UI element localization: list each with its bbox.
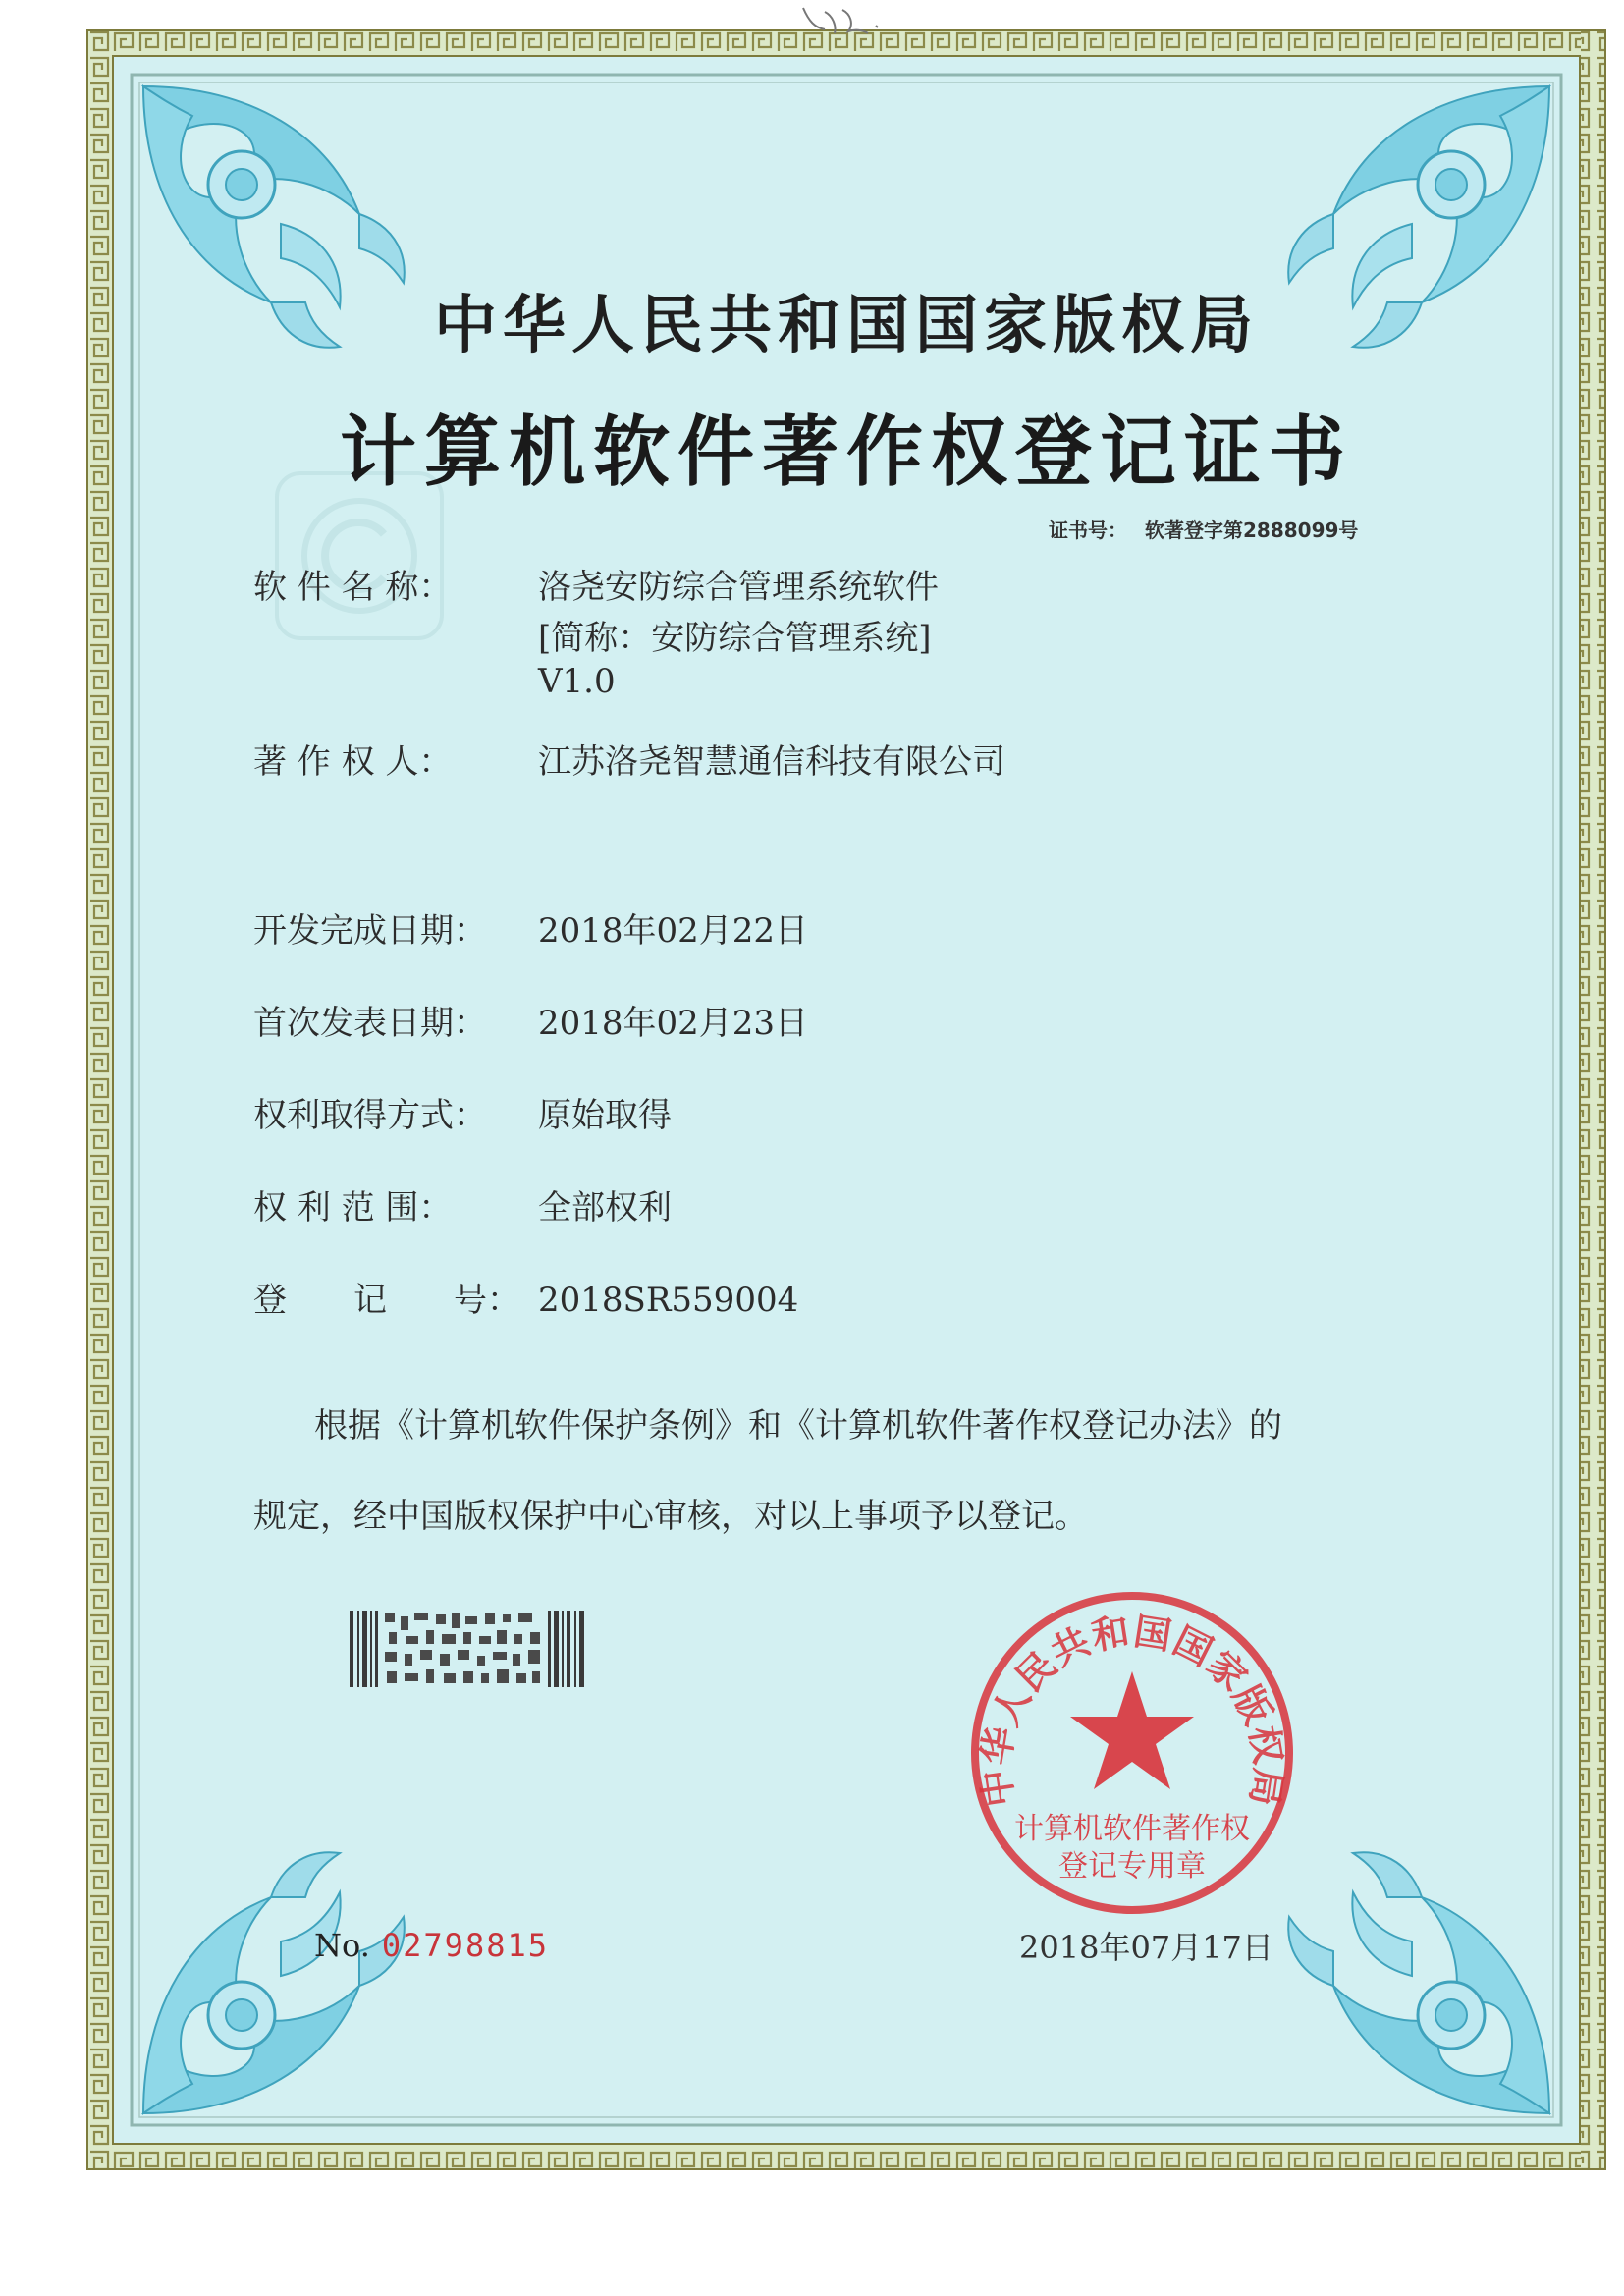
barcode-icon [350,1611,585,1687]
serial-number-label: No. [314,1927,370,1964]
official-seal [960,1581,1304,1925]
seal-ring-text: 中华人民共和国国家版权局 [973,1609,1291,1810]
scope-row [253,1180,672,1229]
software-name-value: 洛尧安防综合管理系统软件 [538,568,939,607]
scope-value: 全部权利 [538,1188,672,1228]
issuing-authority: 中华人民共和国国家版权局 [434,289,1259,362]
registration-label: 登 记 号： [253,1281,520,1320]
completion-date-row [253,903,808,952]
certificate-number-label: 证书号： [1049,519,1127,542]
certificate-title: 计算机软件著作权登记证书 [339,408,1353,497]
registration-value: 2018SR559004 [538,1281,799,1320]
statement-line-1: 根据《计算机软件保护条例》和《计算机软件著作权登记办法》的 [314,1406,1282,1446]
owner-label: 著 作 权 人： [253,742,453,782]
acquisition-row [253,1088,672,1136]
acquisition-label: 权利取得方式： [253,1096,487,1135]
software-name-row [253,560,939,608]
serial-number [314,1927,549,1964]
short-name: [简称：安防综合管理系统] [538,619,932,658]
handwritten-mark-icon [785,0,923,39]
version: V1.0 [538,662,616,701]
statement-line-2: 规定，经中国版权保护中心审核，对以上事项予以登记。 [253,1497,1088,1536]
certificate-number [1049,515,1358,543]
owner-row [253,735,1005,783]
acquisition-value: 原始取得 [538,1096,672,1135]
seal-inner-line-2: 登记专用章 [1058,1849,1206,1884]
publish-date-label: 首次发表日期： [253,1004,487,1043]
software-name-label: 软 件 名 称： [253,568,453,607]
certificate-number-value: 软著登字第2888099号 [1145,519,1359,542]
seal-inner-line-1: 计算机软件著作权 [1014,1812,1250,1846]
seal-star-icon [1070,1671,1194,1789]
registration-row [253,1273,798,1321]
publish-date-value: 2018年02月23日 [538,1004,809,1043]
completion-date-label: 开发完成日期： [253,911,487,951]
completion-date-value: 2018年02月22日 [538,911,809,951]
serial-number-value: 02798815 [381,1927,549,1964]
certificate [86,29,1606,2170]
owner-value: 江苏洛尧智慧通信科技有限公司 [538,742,1005,782]
scope-label: 权 利 范 围： [253,1188,453,1228]
issue-date: 2018年07月17日 [1019,1929,1273,1966]
publish-date-row [253,996,808,1044]
